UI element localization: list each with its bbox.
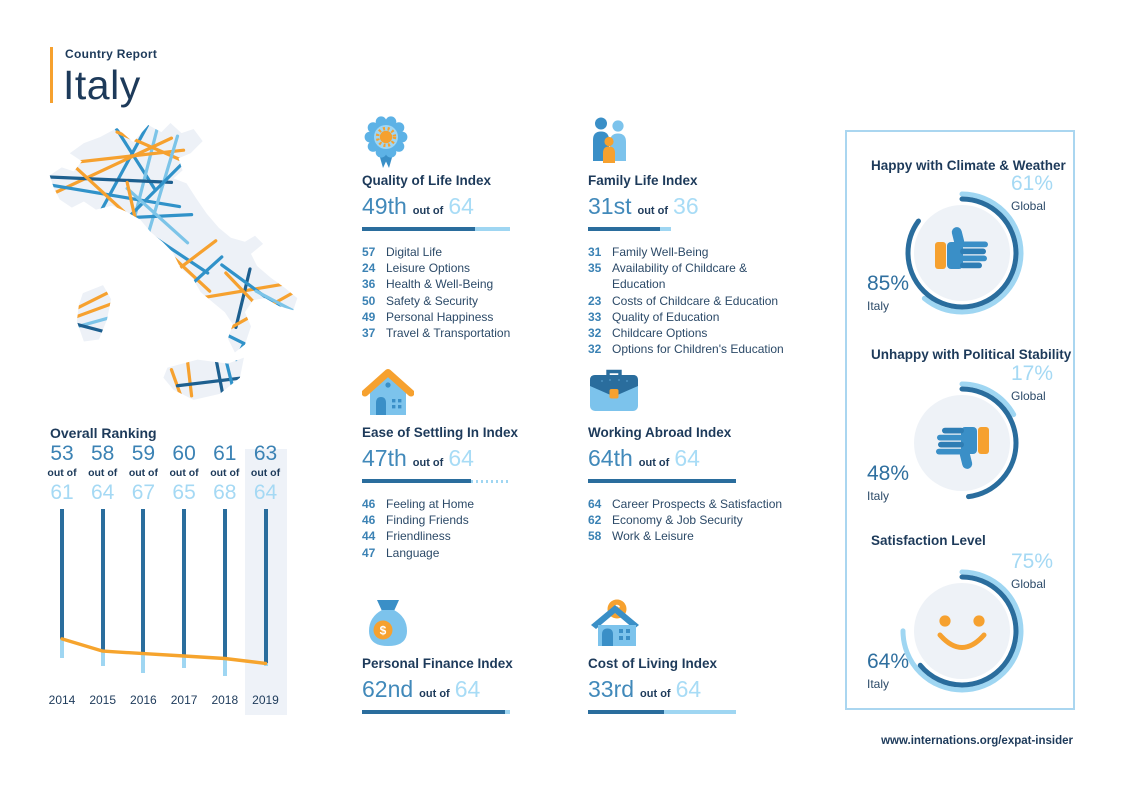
subrank-label: Feeling at Home	[386, 497, 475, 511]
italy-stat	[867, 650, 909, 694]
index-bar-rank	[588, 227, 660, 231]
global-label: Global	[1011, 199, 1046, 213]
overall-ranking-section	[40, 425, 292, 725]
index-bar-rank	[362, 479, 471, 483]
italy-label: Italy	[867, 489, 890, 503]
ranking-bar-rank	[182, 509, 186, 656]
out-of-label: out of	[47, 467, 77, 479]
global-percent: 17%	[1011, 362, 1054, 385]
subrank-value: 62	[588, 513, 602, 528]
italy-stat	[867, 272, 909, 316]
index-progress-bar	[362, 710, 510, 714]
index-bar-remainder	[475, 227, 510, 231]
subrank-label: Economy & Job Security	[612, 513, 743, 528]
index-subrank-item	[588, 496, 788, 512]
gauge-title: Happy with Climate & Weather	[871, 158, 1066, 173]
award-icon	[362, 115, 562, 165]
index-subrank-list	[362, 496, 562, 561]
index-rank: 33rd	[588, 676, 635, 702]
index-title: Working Abroad Index	[588, 425, 732, 440]
gauge-satisfaction	[867, 550, 1054, 706]
gauge-title: Unhappy with Political Stability	[871, 347, 1072, 362]
subrank-value: 37	[362, 326, 376, 341]
index-bar-remainder	[660, 227, 672, 231]
total-value: 67	[131, 481, 156, 504]
index-subrank-item	[362, 496, 562, 512]
out-of-label: out of	[412, 205, 444, 217]
rank-value: 63	[253, 442, 278, 465]
index-total: 64	[674, 445, 700, 471]
subrank-value: 46	[362, 513, 376, 528]
ranking-column-2019	[245, 441, 286, 666]
total-value: 64	[91, 481, 115, 504]
index-subrank-item	[362, 325, 562, 341]
subrank-value: 32	[588, 342, 602, 357]
gauge-political-stability	[867, 362, 1054, 518]
subrank-label: Finding Friends	[386, 513, 469, 528]
subrank-label: Friendliness	[386, 529, 451, 544]
subrank-label: Language	[386, 545, 440, 560]
index-progress-bar	[362, 479, 510, 483]
index-title: Ease of Settling In Index	[362, 425, 519, 440]
report-type-label: Country Report	[65, 47, 158, 61]
ranking-bar-rank	[101, 509, 105, 651]
italy-map	[28, 120, 326, 422]
subrank-label: Quality of Education	[612, 309, 720, 324]
subrank-value: 31	[588, 245, 602, 259]
ranking-bar	[101, 509, 105, 666]
index-bar-remainder	[471, 480, 510, 483]
total-value: 64	[253, 481, 278, 504]
subrank-value: 64	[588, 497, 602, 511]
italy-map-graphic	[28, 120, 326, 422]
index-subrank-item	[588, 260, 788, 292]
subrank-label: Work & Leisure	[612, 529, 694, 544]
subrank-label: Costs of Childcare & Education	[612, 293, 779, 308]
ranking-bar-rank	[223, 509, 227, 659]
out-of-label: out of	[412, 457, 444, 469]
index-card-cost-of-living	[588, 598, 788, 714]
global-stat	[1011, 362, 1053, 406]
out-of-label: out of	[638, 457, 670, 469]
family-icon	[588, 115, 788, 165]
index-rank-line	[588, 445, 788, 472]
index-subrank-list	[588, 496, 788, 545]
global-percent: 61%	[1011, 172, 1054, 195]
subrank-value: 58	[588, 529, 602, 544]
subrank-label: Availability of Childcare & Education	[612, 261, 748, 292]
index-subrank-item	[362, 244, 562, 260]
ranking-bar	[223, 509, 227, 676]
index-subrank-item	[588, 293, 788, 309]
index-subrank-item	[588, 244, 788, 260]
italy-silhouette	[50, 123, 298, 400]
index-subrank-list	[588, 244, 788, 357]
gauge-title: Satisfaction Level	[871, 533, 986, 548]
index-subrank-item	[588, 325, 788, 341]
year-label: 2016	[130, 693, 157, 707]
italy-label: Italy	[867, 677, 890, 691]
index-subrank-item	[588, 512, 788, 528]
index-total: 64	[448, 445, 474, 471]
ranking-column-2017	[164, 441, 205, 668]
ranking-bar	[264, 509, 268, 666]
header-accent-bar	[50, 47, 53, 103]
index-rank: 62nd	[362, 676, 414, 702]
rank-value: 60	[172, 442, 196, 465]
subrank-label: Childcare Options	[612, 326, 708, 341]
index-rank: 31st	[588, 193, 632, 219]
subrank-value: 47	[362, 545, 376, 560]
index-subrank-item	[362, 276, 562, 292]
year-label: 2015	[89, 693, 117, 707]
index-subrank-item	[362, 293, 562, 309]
index-progress-bar	[362, 227, 510, 231]
italy-label: Italy	[867, 299, 890, 313]
index-subrank-item	[588, 341, 788, 357]
ranking-bar	[141, 509, 145, 673]
subrank-label: Health & Well-Being	[386, 277, 494, 292]
index-subrank-item	[588, 309, 788, 325]
index-subrank-list	[362, 244, 562, 341]
italy-percent: 48%	[867, 462, 910, 485]
ranking-bar-rank	[141, 509, 145, 654]
index-bar-rank	[588, 479, 736, 483]
index-progress-bar	[588, 479, 736, 483]
index-card-working-abroad	[588, 367, 788, 545]
subrank-label: Digital Life	[386, 245, 443, 259]
global-label: Global	[1011, 577, 1046, 591]
briefcase-icon	[588, 367, 788, 417]
out-of-label: out of	[169, 467, 199, 479]
subrank-label: Career Prospects & Satisfaction	[612, 497, 783, 511]
year-label: 2019	[252, 693, 279, 707]
ranking-bar-remainder	[264, 663, 268, 666]
subrank-label: Safety & Security	[386, 293, 479, 308]
index-card-family-life	[588, 115, 788, 357]
italy-percent: 85%	[867, 272, 910, 295]
index-rank-line	[362, 676, 562, 703]
subrank-label: Family Well-Being	[612, 245, 709, 259]
out-of-label: out of	[210, 467, 240, 479]
ranking-bar-remainder	[223, 659, 227, 676]
subrank-value: 24	[362, 261, 376, 276]
ranking-column-2014	[42, 441, 83, 658]
subrank-value: 49	[362, 309, 376, 324]
index-bar-remainder	[505, 710, 510, 714]
ranking-column-2015	[82, 441, 123, 666]
year-label: 2018	[211, 693, 239, 707]
global-stat	[1011, 550, 1053, 594]
subrank-value: 36	[362, 277, 376, 292]
subrank-label: Travel & Transportation	[386, 326, 511, 341]
ranking-bar-rank	[60, 509, 64, 639]
year-label: 2014	[48, 693, 76, 707]
moneybag-icon	[362, 598, 562, 648]
cost-house-icon	[588, 598, 788, 648]
subrank-label: Options for Children's Education	[612, 342, 784, 357]
index-title: Family Life Index	[588, 173, 698, 188]
index-title: Cost of Living Index	[588, 656, 718, 671]
index-bar-remainder	[664, 710, 736, 714]
index-rank-line	[588, 676, 788, 703]
country-title: Italy	[63, 62, 141, 108]
out-of-label: out of	[637, 205, 669, 217]
ranking-bar	[60, 509, 64, 658]
subrank-label: Personal Happiness	[386, 309, 494, 324]
subrank-value: 23	[588, 293, 602, 308]
index-rank: 47th	[362, 445, 407, 471]
index-subrank-item	[362, 512, 562, 528]
index-card-personal-finance	[362, 598, 562, 714]
index-subrank-item	[362, 528, 562, 544]
house-icon	[362, 367, 562, 417]
ranking-bar-remainder	[101, 651, 105, 666]
ranking-column-2018	[204, 441, 245, 676]
out-of-label: out of	[419, 688, 450, 700]
summary-panel	[845, 130, 1075, 710]
rank-value: 59	[131, 442, 156, 465]
index-title: Quality of Life Index	[362, 173, 492, 188]
rank-value: 53	[50, 442, 74, 465]
index-total: 64	[454, 676, 481, 702]
index-subrank-item	[362, 545, 562, 561]
index-rank-line	[588, 193, 788, 220]
index-rank: 49th	[362, 193, 407, 219]
subrank-value: 32	[588, 326, 602, 341]
global-label: Global	[1011, 389, 1046, 403]
out-of-label: out of	[88, 467, 118, 479]
rank-value: 58	[91, 442, 115, 465]
index-subrank-item	[588, 528, 788, 544]
rank-value: 61	[213, 442, 237, 465]
overall-ranking-title: Overall Ranking	[50, 425, 157, 441]
year-label: 2017	[170, 693, 198, 707]
subrank-value: 57	[362, 245, 376, 259]
index-subrank-item	[362, 309, 562, 325]
index-rank: 64th	[588, 445, 633, 471]
global-stat	[1011, 172, 1053, 216]
subrank-value: 33	[588, 309, 602, 324]
gauge-climate	[867, 172, 1054, 328]
index-bar-rank	[362, 710, 505, 714]
total-value: 68	[213, 481, 237, 504]
out-of-label: out of	[640, 688, 671, 700]
index-subrank-item	[362, 260, 562, 276]
ranking-bar-remainder	[182, 656, 186, 668]
ranking-bar-remainder	[141, 654, 145, 674]
total-value: 65	[172, 481, 196, 504]
index-progress-bar	[588, 710, 736, 714]
ranking-bar-remainder	[60, 639, 64, 659]
ranking-bar-rank	[264, 509, 268, 663]
index-card-quality-of-life	[362, 115, 562, 341]
subrank-label: Leisure Options	[386, 261, 471, 276]
svg-text:$: $	[379, 623, 387, 638]
index-card-ease-of-settling-in	[362, 367, 562, 561]
footer-url: www.internations.org/expat-insider	[881, 735, 1073, 747]
subrank-value: 50	[362, 293, 376, 308]
out-of-label: out of	[128, 467, 158, 479]
italy-percent: 64%	[867, 650, 910, 673]
index-progress-bar	[588, 227, 671, 231]
out-of-label: out of	[250, 467, 281, 479]
index-bar-rank	[588, 710, 664, 714]
subrank-value: 44	[362, 529, 376, 544]
global-percent: 75%	[1011, 550, 1054, 573]
italy-stat	[867, 462, 909, 506]
subrank-value: 35	[588, 261, 602, 276]
index-title: Personal Finance Index	[362, 656, 513, 671]
ranking-column-2016	[123, 441, 164, 673]
ranking-bar	[182, 509, 186, 668]
total-value: 61	[50, 481, 74, 504]
index-total: 64	[448, 193, 474, 219]
index-total: 64	[675, 676, 702, 702]
subrank-value: 46	[362, 497, 376, 511]
index-rank-line	[362, 193, 562, 220]
index-rank-line	[362, 445, 562, 472]
index-total: 36	[673, 193, 699, 219]
index-bar-rank	[362, 227, 475, 231]
